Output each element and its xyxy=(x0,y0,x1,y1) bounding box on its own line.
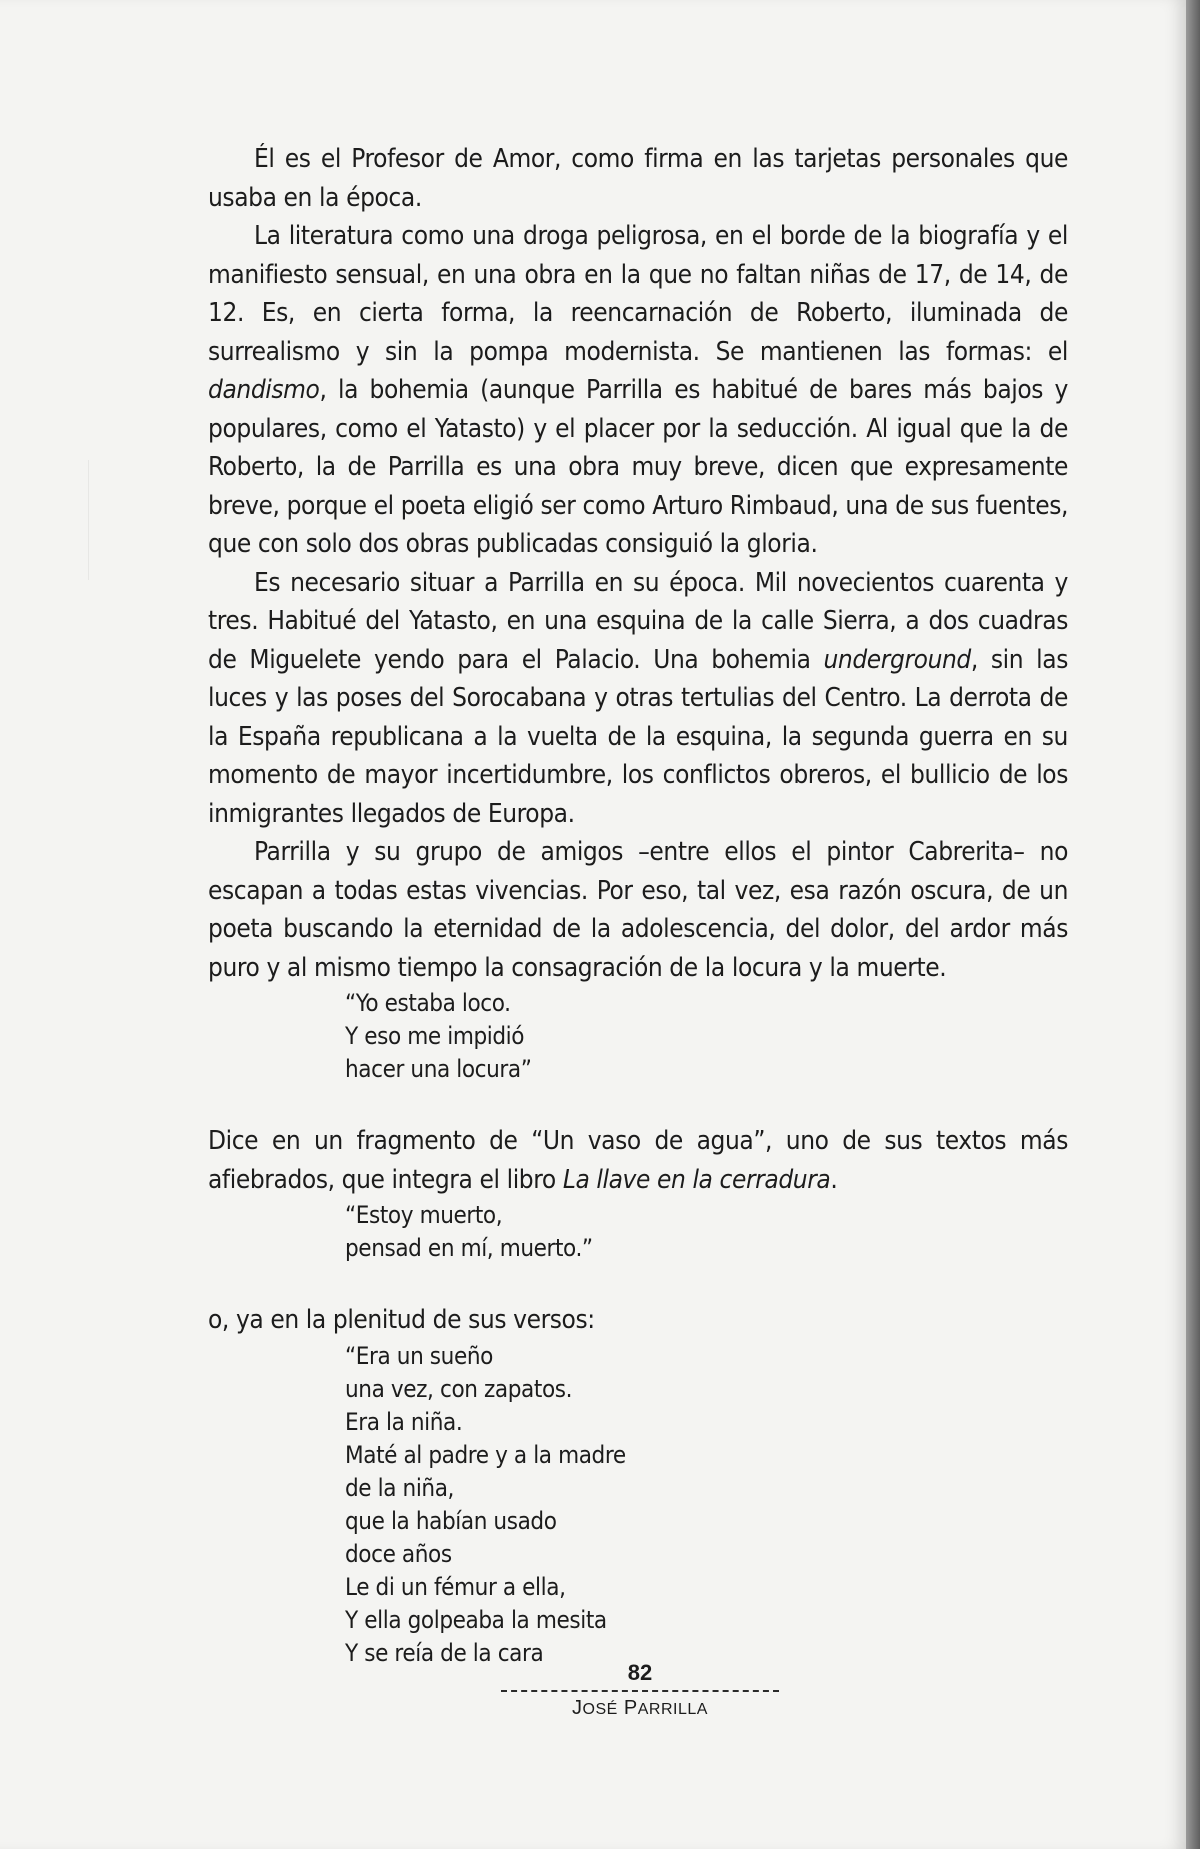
verse-line: que la habían usado xyxy=(345,1506,557,1535)
verse-line: Le di un fémur a ella, xyxy=(345,1572,566,1601)
verse-line: hacer una locura” xyxy=(345,1055,532,1083)
paragraph-2 xyxy=(208,217,1068,564)
verse-line: Y eso me impidió xyxy=(345,1022,525,1050)
footer-dashed-rule xyxy=(501,1690,779,1692)
book-title-italic: La llave en la cerradura xyxy=(562,1164,831,1195)
paragraph-vaso xyxy=(208,1122,1068,1199)
running-author: JOSÉ PARRILLA xyxy=(572,1697,708,1719)
verse-quote-3 xyxy=(208,1340,1068,1670)
verse-line: “Yo estaba loco. xyxy=(345,989,511,1017)
verse-line: de la niña, xyxy=(345,1473,455,1502)
verse-quote-2 xyxy=(208,1199,1068,1265)
verse-line: Maté al padre y a la madre xyxy=(345,1440,626,1469)
verse-line: Era la niña. xyxy=(345,1407,463,1436)
page-number: 82 xyxy=(627,1660,653,1685)
paragraph-plenitud: o, ya en la plenitud de sus versos: xyxy=(208,1305,595,1335)
paragraph-vaso-text: Dice en un fragmento de “Un vaso de agua”, uno de sus textos más afiebrados, que integra el libro xyxy=(208,1126,1068,1195)
verse-line: pensad en mí, muerto.” xyxy=(345,1234,593,1262)
verse-line: Y se reía de la cara xyxy=(345,1638,544,1667)
italic-underground: underground xyxy=(823,644,971,675)
paragraph-2-text-a: La literatura como una droga peligrosa, en el borde de la biografía y el manifiesto sensual, en una obra en la que no faltan niñas de 17, de 14, de 12. Es, en cierta forma, la reencarnación de Roberto, iluminada de surrealismo y sin la pompa modernista. Se mantienen las formas: el xyxy=(208,221,1068,367)
paragraph-2-text-b: , la bohemia (aunque Parrilla es habitué de bares más bajos y populares, como el Yatasto) y el placer por la seducción. Al igual que la de Roberto, la de Parrilla es una obra muy breve, dicen que expresamente breve, porque el poeta eligió ser como Arturo Rimbaud, una de sus fuentes, que con solo dos obras publicadas consiguió la gloria. xyxy=(208,375,1069,559)
paragraph-3-text-a: Es necesario situar a Parrilla en su época. Mil novecientos cuarenta y tres. Habitué del Yatasto, en una esquina de la calle Sierra, a dos cuadras de Miguelete yendo para el Palacio. Una bohemia xyxy=(208,567,1068,675)
page-footer xyxy=(500,1660,780,1722)
verse-line: una vez, con zapatos. xyxy=(345,1374,573,1403)
verse-line: doce años xyxy=(345,1539,452,1568)
paragraph-3 xyxy=(208,564,1068,834)
verse-line: “Estoy muerto, xyxy=(345,1201,503,1229)
body-text xyxy=(208,140,1068,1670)
verse-quote-1 xyxy=(208,987,1068,1086)
scan-artifact xyxy=(88,460,89,580)
paragraph-4: Parrilla y su grupo de amigos –entre ellos el pintor Cabrerita– no escapan a todas estas vivencias. Por eso, tal vez, esa razón oscura, de un poeta buscando la eternidad de la adolescencia, del dolor, del ardor más puro y al mismo tiempo la consagración de la locura y la muerte. xyxy=(208,837,1068,983)
paragraph-1: Él es el Profesor de Amor, como firma en las tarjetas personales que usaba en la época. xyxy=(208,144,1068,213)
paragraph-3-text-b: , sin las luces y las poses del Sorocabana y otras tertulias del Centro. La derrota de la España republicana a la vuelta de la esquina, la segunda guerra en su momento de mayor incertidumbre, los conflictos obreros, el bullicio de los inmigrantes llegados de Europa. xyxy=(208,644,1068,829)
verse-line: “Era un sueño xyxy=(345,1341,493,1370)
paragraph-vaso-period: . xyxy=(830,1164,838,1195)
page-edge-shadow xyxy=(1186,0,1200,1849)
italic-dandismo: dandismo xyxy=(208,375,320,405)
verse-line: Y ella golpeaba la mesita xyxy=(345,1605,607,1634)
